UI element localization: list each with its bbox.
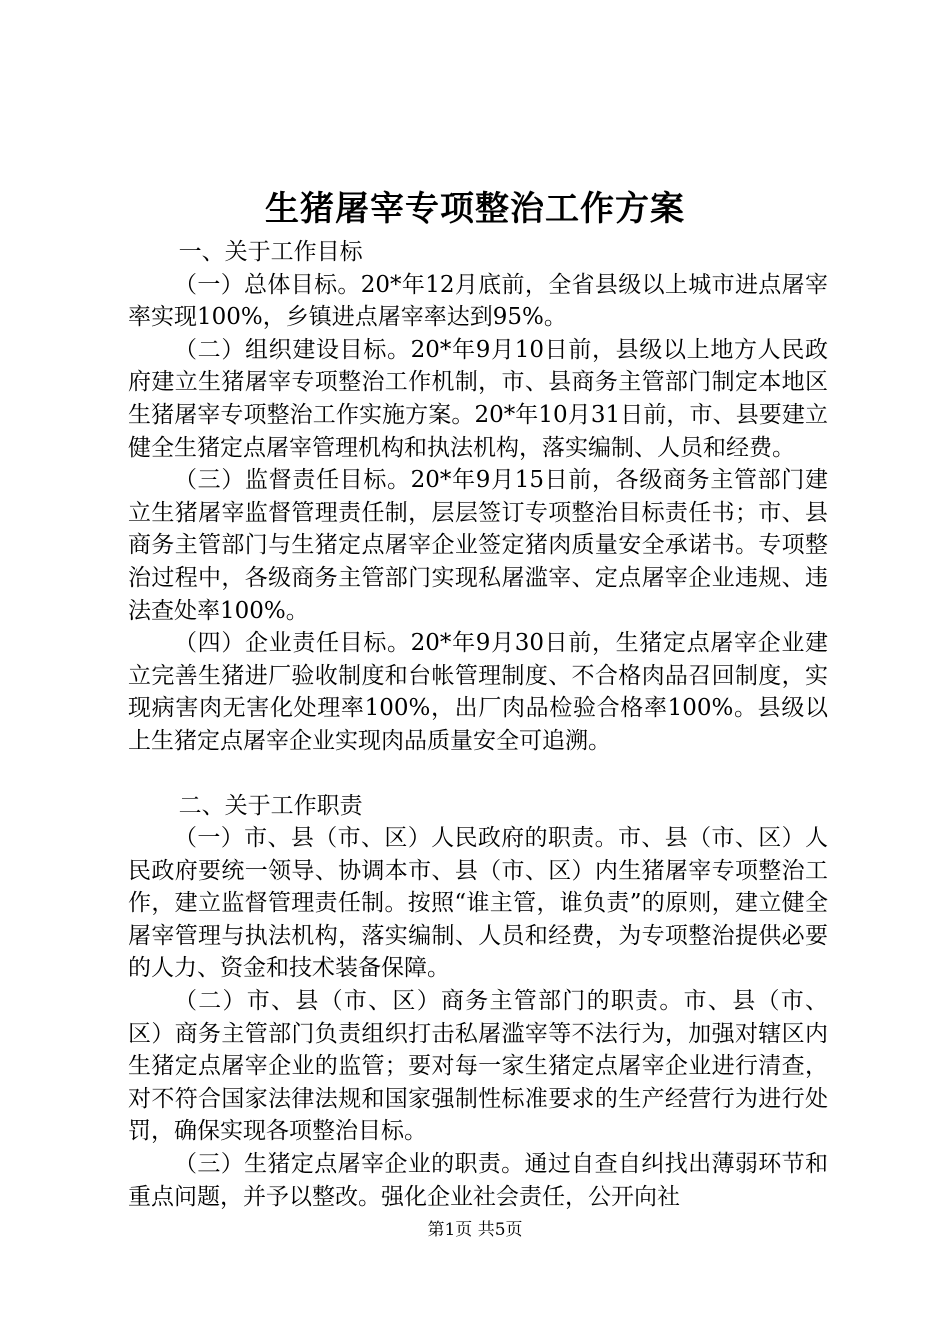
paragraph-enterprise-goal: （四）企业责任目标。20*年9月30日前，生猪定点屠宰企业建立完善生猪进厂验收制度和台帐管理制度、不合格肉品召回制度，实现病害肉无害化处理率100%，出厂肉品检验合格率100%。县级以上生猪定点屠宰企业实现肉品质量安全可追溯。 xyxy=(128,630,828,754)
paragraph-commerce-duty: （二）市、县（市、区）商务主管部门的职责。市、县（市、区）商务主管部门负责组织打击私屠滥宰等不法行为，加强对辖区内生猪定点屠宰企业的监管；要对每一家生猪定点屠宰企业进行清查，对不符合国家法律法规和国家强制性标准要求的生产经营行为进行处罚，确保实现各项整治目标。 xyxy=(128,988,828,1145)
paragraph-overall-goal: （一）总体目标。20*年12月底前，全省县级以上城市进点屠宰率实现100%，乡镇进点屠宰率达到95%。 xyxy=(128,271,828,331)
section-heading-goals: 一、关于工作目标 xyxy=(178,239,363,265)
paragraph-supervision-goal: （三）监督责任目标。20*年9月15日前，各级商务主管部门建立生猪屠宰监督管理责任制，层层签订专项整治目标责任书；市、县商务主管部门与生猪定点屠宰企业签定猪肉质量安全承诺书。专项整治过程中，各级商务主管部门实现私屠滥宰、定点屠宰企业违规、违法查处率100%。 xyxy=(128,467,828,624)
section-heading-duties: 二、关于工作职责 xyxy=(178,792,363,819)
page-number-footer: 第1页 共5页 xyxy=(427,1220,523,1240)
paragraph-enterprise-duty: （三）生猪定点屠宰企业的职责。通过自查自纠找出薄弱环节和重点问题，并予以整改。强化企业社会责任，公开向社 xyxy=(128,1151,828,1210)
section-spacer xyxy=(128,758,828,790)
paragraph-government-duty: （一）市、县（市、区）人民政府的职责。市、县（市、区）人民政府要统一领导、协调本市、县（市、区）内生猪屠宰专项整治工作，建立监督管理责任制。按照“谁主管，谁负责”的原则，建立健全屠宰管理与执法机构，落实编制、人员和经费，为专项整治提供必要的人力、资金和技术装备保障。 xyxy=(128,825,828,982)
document-body xyxy=(128,236,828,1213)
paragraph-organization-goal: （二）组织建设目标。20*年9月10日前，县级以上地方人民政府建立生猪屠宰专项整治工作机制，市、县商务主管部门制定本地区生猪屠宰专项整治工作实施方案。20*年10月31日前，市、县要建立健全生猪定点屠宰管理机构和执法机构，落实编制、人员和经费。 xyxy=(128,336,828,461)
document-title: 生猪屠宰专项整治工作方案 xyxy=(265,189,685,229)
